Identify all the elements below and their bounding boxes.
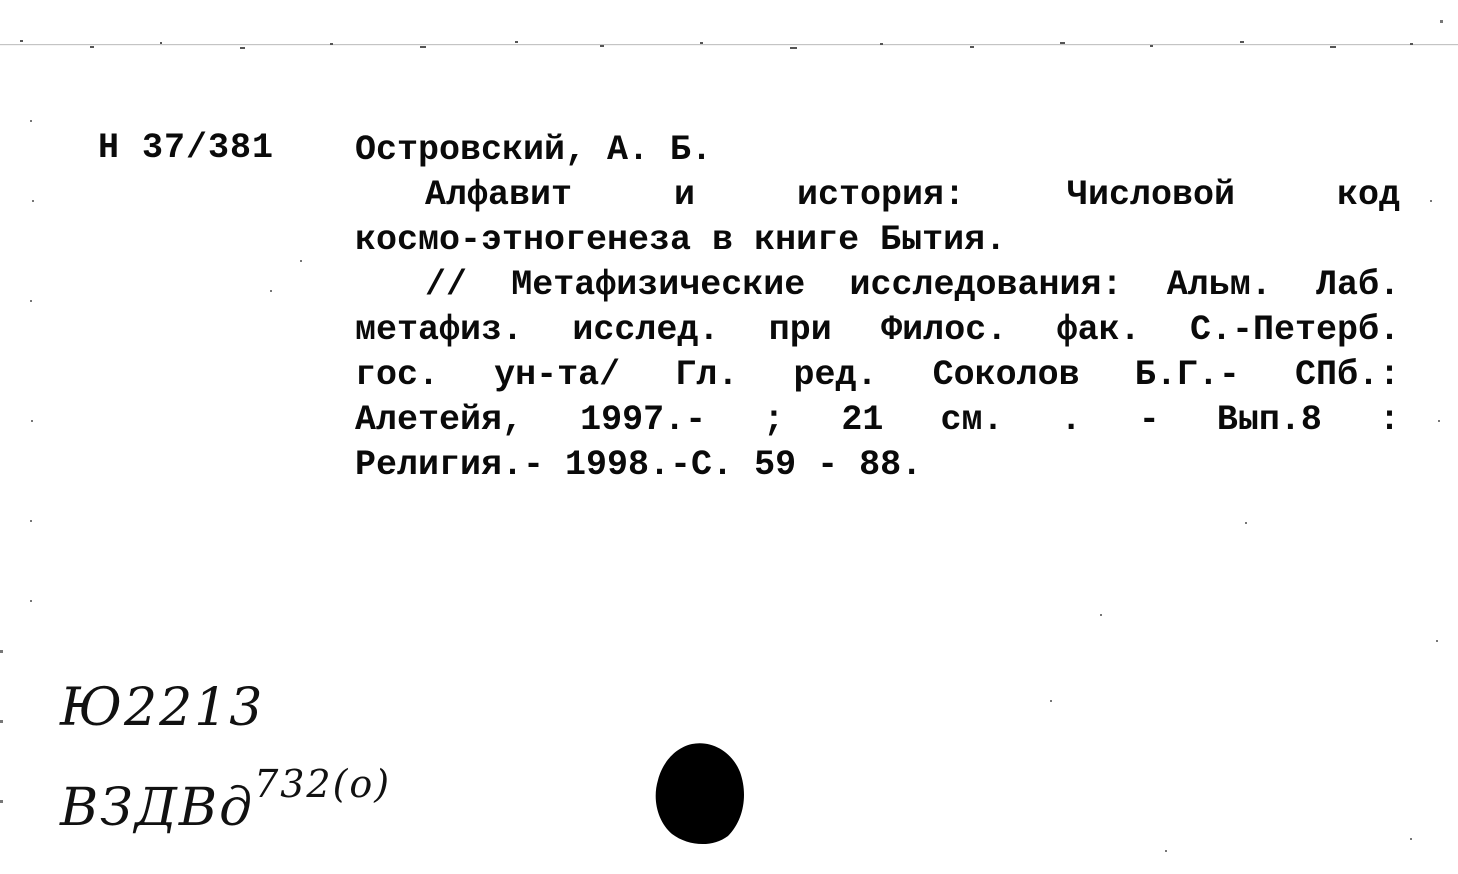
punch-hole	[652, 742, 748, 846]
classification-super: 732(о)	[254, 762, 392, 806]
bibliographic-entry	[355, 128, 1400, 488]
source-line-3: гос. ун-та/ Гл. ред. Соколов Б.Г.- СПб.:	[355, 355, 1400, 395]
handwritten-inventory-number: Ю2213	[60, 678, 265, 738]
title-line-1: Алфавит и история: Числовой код	[425, 175, 1400, 215]
handwritten-classification	[60, 762, 560, 838]
source-line-2: метафиз. исслед. при Филос. фак. С.-Петерб.	[355, 310, 1400, 350]
source-line-4: Алетейя, 1997.- ; 21 см. . - Вып.8 :	[355, 400, 1400, 440]
source-line-1: // Метафизические исследования: Альм. Лаб.	[425, 265, 1400, 305]
classification-main: ВЗДВд	[60, 778, 255, 838]
title-line-2: космо-этногенеза в книге Бытия.	[355, 220, 1007, 260]
top-edge-noise	[0, 30, 1458, 60]
source-line-5: Религия.- 1998.-С. 59 - 88.	[355, 445, 923, 485]
shelfmark: Н 37/381	[98, 128, 275, 168]
author: Островский, А. Б.	[355, 130, 713, 170]
